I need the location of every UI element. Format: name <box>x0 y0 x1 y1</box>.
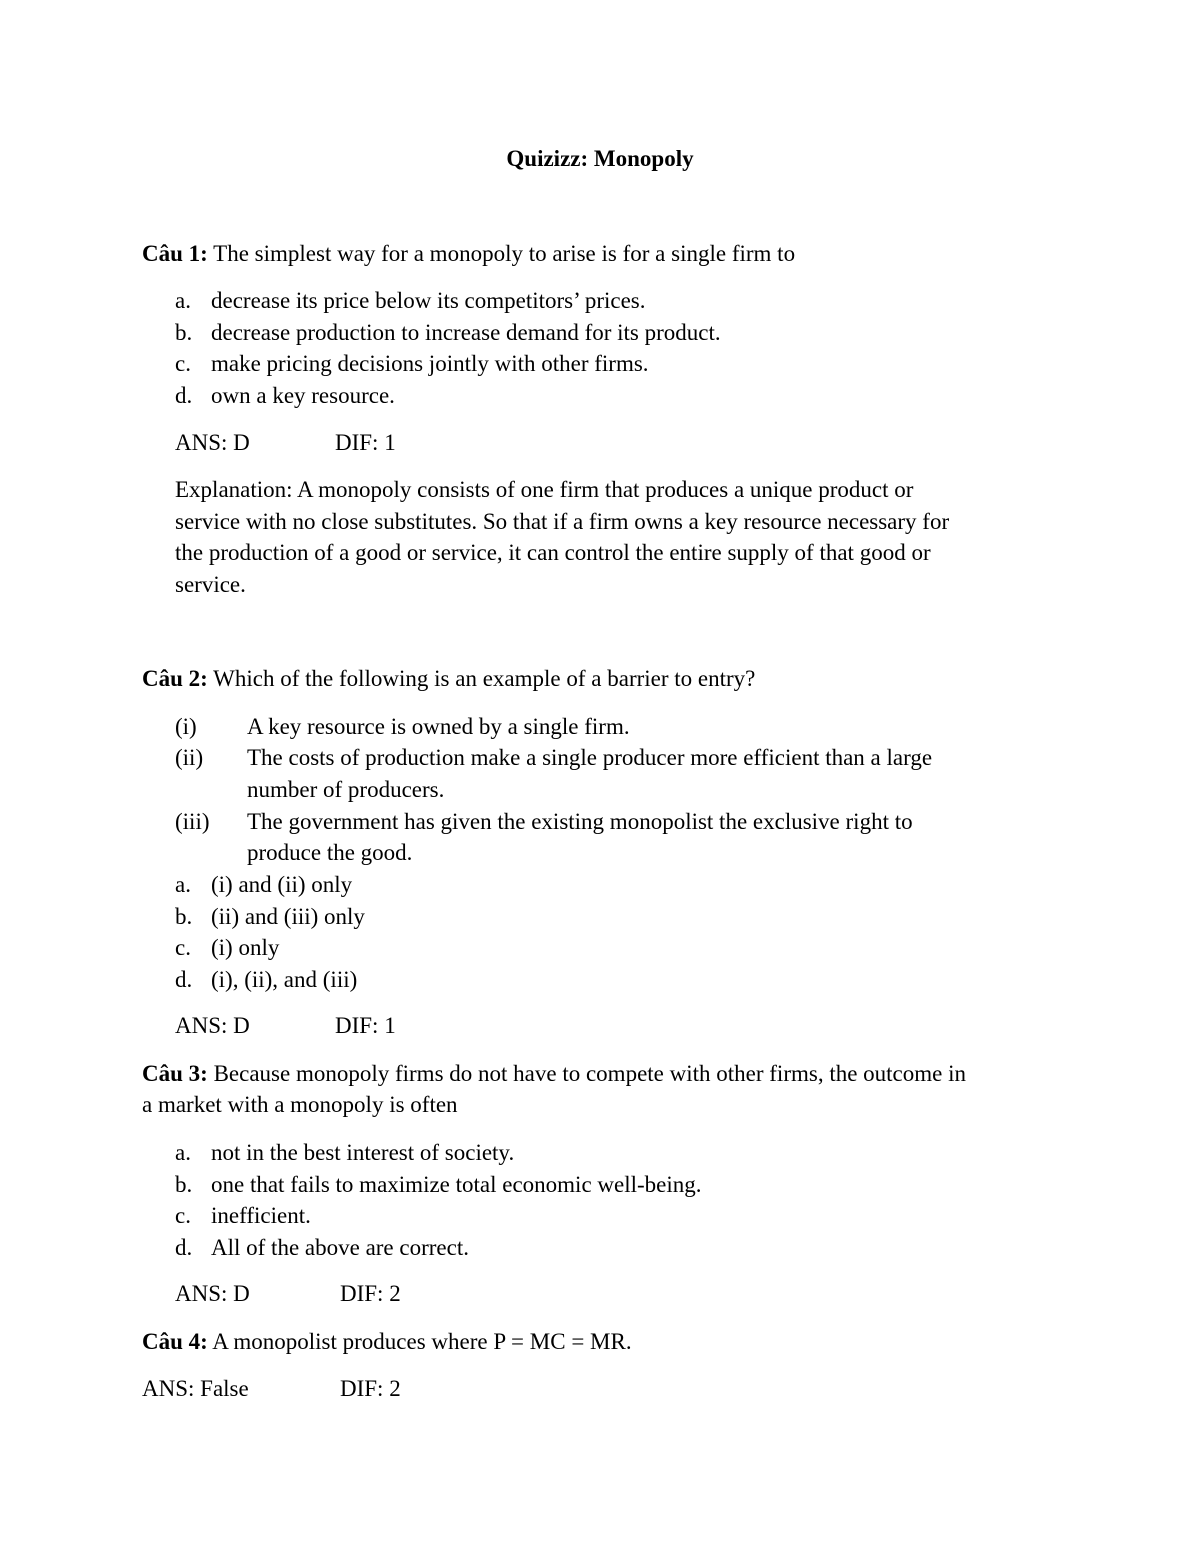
question-2-option-text: (ii) and (iii) only <box>211 904 365 929</box>
question-2-statement-number: (ii) <box>175 745 204 770</box>
question-1-option-letter: c. <box>175 351 191 376</box>
question-1-option-text: decrease its price below its competitors’ prices. <box>211 288 646 313</box>
question-1-explanation-line: Explanation: A monopoly consists of one firm that produces a unique product or <box>175 477 914 502</box>
question-2-difficulty: DIF: 1 <box>335 1013 396 1038</box>
question-1-option-text: decrease production to increase demand for its product. <box>211 320 721 345</box>
question-3-option-letter: b. <box>175 1172 193 1197</box>
question-4-label: Câu 4: <box>142 1329 208 1354</box>
question-3-option-letter: d. <box>175 1235 193 1260</box>
question-3-option-text: one that fails to maximize total economic well-being. <box>211 1172 702 1197</box>
question-2-option-letter: a. <box>175 872 191 897</box>
question-1-explanation-line: service. <box>175 572 246 597</box>
question-1-text: The simplest way for a monopoly to arise is for a single firm to <box>213 241 796 266</box>
question-2-option-letter: d. <box>175 967 193 992</box>
question-3-option-text: All of the above are correct. <box>211 1235 469 1260</box>
question-2-option-letter: c. <box>175 935 191 960</box>
question-2 <box>142 667 755 690</box>
question-1-option-text: own a key resource. <box>211 383 395 408</box>
question-2-answer: ANS: D <box>175 1013 250 1038</box>
question-1-option-letter: d. <box>175 383 193 408</box>
question-4-answer: ANS: False <box>142 1376 249 1401</box>
question-1-explanation-line: the production of a good or service, it can control the entire supply of that good or <box>175 540 931 565</box>
question-1-option-letter: a. <box>175 288 191 313</box>
question-2-statement-text: A key resource is owned by a single firm. <box>247 714 630 739</box>
question-2-statement-text: The costs of production make a single producer more efficient than a large <box>247 745 933 770</box>
question-1-difficulty: DIF: 1 <box>335 430 396 455</box>
question-1-explanation-line: service with no close substitutes. So that if a firm owns a key resource necessary for <box>175 509 950 534</box>
question-3 <box>142 1062 966 1085</box>
question-3-label: Câu 3: <box>142 1061 208 1086</box>
question-2-statement-text: produce the good. <box>247 840 413 865</box>
question-1-option-letter: b. <box>175 320 193 345</box>
question-2-statement-text: number of producers. <box>247 777 445 802</box>
page-title: Quizizz: Monopoly <box>506 146 694 171</box>
question-3-text: Because monopoly firms do not have to compete with other firms, the outcome in <box>213 1061 967 1086</box>
question-2-label: Câu 2: <box>142 666 208 691</box>
question-2-statement-number: (iii) <box>175 809 210 834</box>
question-2-option-text: (i) only <box>211 935 280 960</box>
question-3-option-text: inefficient. <box>211 1203 311 1228</box>
question-1-answer: ANS: D <box>175 430 250 455</box>
question-3-option-text: not in the best interest of society. <box>211 1140 515 1165</box>
question-2-text: Which of the following is an example of a barrier to entry? <box>213 666 756 691</box>
question-3-text-continued: a market with a monopoly is often <box>142 1092 458 1117</box>
question-3-answer: ANS: D <box>175 1281 250 1306</box>
question-1-label: Câu 1: <box>142 241 208 266</box>
question-2-option-text: (i), (ii), and (iii) <box>211 967 358 992</box>
question-2-statement-number: (i) <box>175 714 197 739</box>
question-3-difficulty: DIF: 2 <box>340 1281 401 1306</box>
question-4-text: A monopolist produces where P = MC = MR. <box>212 1329 632 1354</box>
question-3-option-letter: a. <box>175 1140 191 1165</box>
question-1-option-text: make pricing decisions jointly with other firms. <box>211 351 649 376</box>
question-1 <box>142 242 795 265</box>
question-2-option-letter: b. <box>175 904 193 929</box>
question-2-statement-text: The government has given the existing monopolist the exclusive right to <box>247 809 913 834</box>
question-3-option-letter: c. <box>175 1203 191 1228</box>
question-2-option-text: (i) and (ii) only <box>211 872 353 897</box>
question-4 <box>142 1330 632 1353</box>
question-4-difficulty: DIF: 2 <box>340 1376 401 1401</box>
